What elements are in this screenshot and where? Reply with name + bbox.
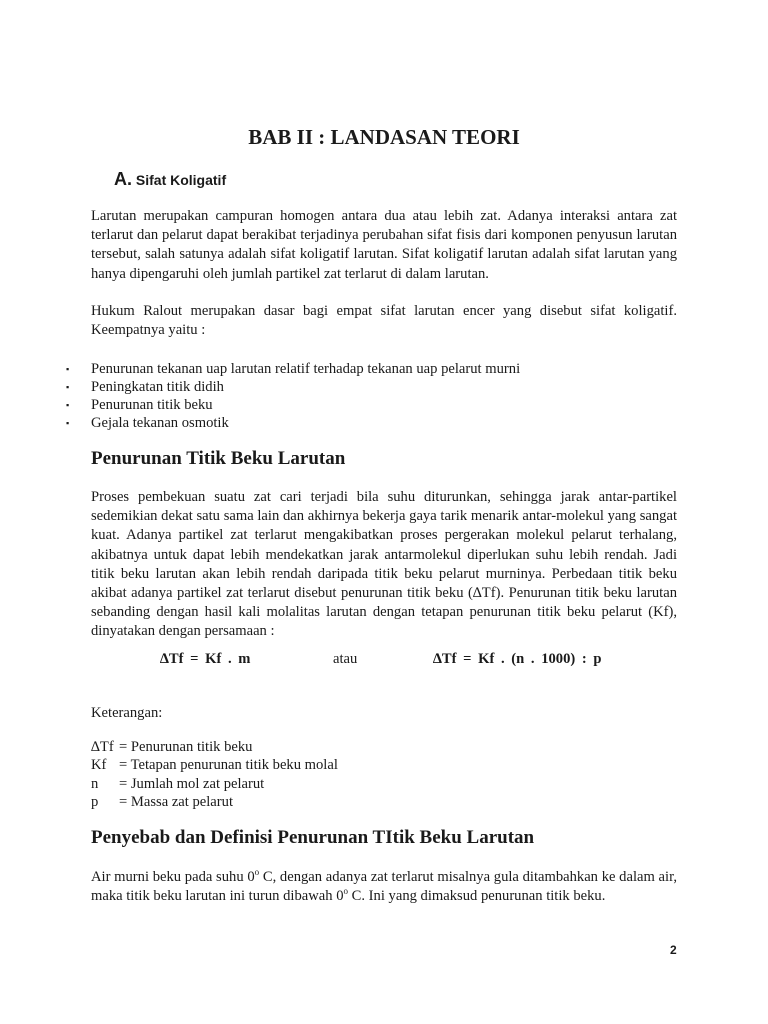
section-title: Sifat Koligatif (135, 172, 227, 188)
paragraph-air-murni: Air murni beku pada suhu 0$^o$ C, dengan adanya zat terlarut misalnya gula ditambahkan ke dalam air, maka titik beku larutan ini turun dibawah 0$^o$ C. Ini yang dimaksud penurunan titik beku. (91, 867, 677, 905)
formula-mass: ∆Tf = Kf . (n . 1000) : p (433, 651, 602, 667)
definition-list (91, 738, 338, 811)
definition-symbol: p (91, 793, 99, 810)
definition-symbol: n (91, 775, 99, 792)
definition-row (91, 775, 338, 793)
definition-symbol: Kf (91, 757, 107, 774)
list-item: ▪ Penurunan titik beku (66, 397, 213, 413)
page-number: 2 (670, 943, 677, 957)
chapter-title: BAB II : LANDASAN TEORI (248, 125, 520, 149)
definition-text: = Penurunan titik beku (119, 739, 253, 755)
paragraph-proses-pembekuan: Proses pembekuan suatu zat cari terjadi bila suhu diturunkan, sehingga jarak antar-partikel sedemikian dekat satu sama lain dan akhirnya bekerja gaya tarik menarik antar-molekul yang sangat kuat. Adanya partikel zat terlarut mengakibatkan proses pergerakan molekul pelarut terhalang, akibatnya untuk dapat lebih mendekatkan jarak antarmolekul diperlukan suhu lebih rendah. Jadi titik beku larutan akan lebih rendah daripada titik beku pelarut murninya. Perbedaan titik beku akibat adanya partikel zat terlarut disebut penurunan titik beku (∆Tf). Penurunan titik beku larutan sebanding dengan hasil kali molalitas larutan dengan tetapan penurunan titik beku pelarut (Kf), dinyatakan dengan persamaan : (91, 489, 677, 640)
definition-symbol: ∆Tf (91, 739, 114, 755)
bullet-icon: ▪ (66, 418, 70, 428)
formula-molal: ∆Tf = Kf . m (160, 651, 251, 667)
definition-row (91, 738, 338, 756)
bullet-icon: ▪ (66, 364, 70, 374)
keterangan-label: Keterangan: (91, 705, 163, 721)
bullet-icon: ▪ (66, 382, 70, 392)
definition-text: = Massa zat pelarut (119, 793, 233, 810)
list-item: ▪ Gejala tekanan osmotik (66, 415, 229, 431)
section-a-heading (114, 168, 226, 191)
definition-row (91, 756, 338, 774)
koligatif-list (66, 360, 520, 432)
bullet-icon: ▪ (66, 400, 70, 410)
definition-text: = Tetapan penurunan titik beku molal (119, 757, 338, 774)
list-item: ▪ Penurunan tekanan uap larutan relatif terhadap tekanan uap pelarut murni (66, 361, 521, 377)
heading-penyebab-definisi: Penyebab dan Definisi Penurunan TItik Beku Larutan (91, 827, 535, 848)
paragraph-larutan: Larutan merupakan campuran homogen antara dua atau lebih zat. Adanya interaksi antara zat terlarut dan pelarut dapat berakibat terjadinya perubahan sifat fisis dari komponen penyusun larutan tersebut, salah satunya adalah sifat koligatif larutan. Sifat koligatif larutan adalah sifat larutan yang hanya dipengaruhi oleh jumlah partikel zat terlarut di dalam larutan. (91, 208, 677, 282)
paragraph-hukum-ralout: Hukum Ralout merupakan dasar bagi empat sifat larutan encer yang disebut sifat koligatif. Keempatnya yaitu : (91, 303, 677, 339)
definition-row (91, 793, 338, 811)
section-letter: A. (114, 169, 132, 189)
list-item: ▪ Peningkatan titik didih (66, 379, 224, 395)
definition-text: = Jumlah mol zat pelarut (119, 775, 265, 792)
formula-separator: atau (333, 651, 358, 667)
heading-penurunan-titik-beku: Penurunan Titik Beku Larutan (91, 448, 346, 469)
degree-superscript: o (343, 886, 348, 897)
degree-superscript: o (254, 867, 260, 878)
